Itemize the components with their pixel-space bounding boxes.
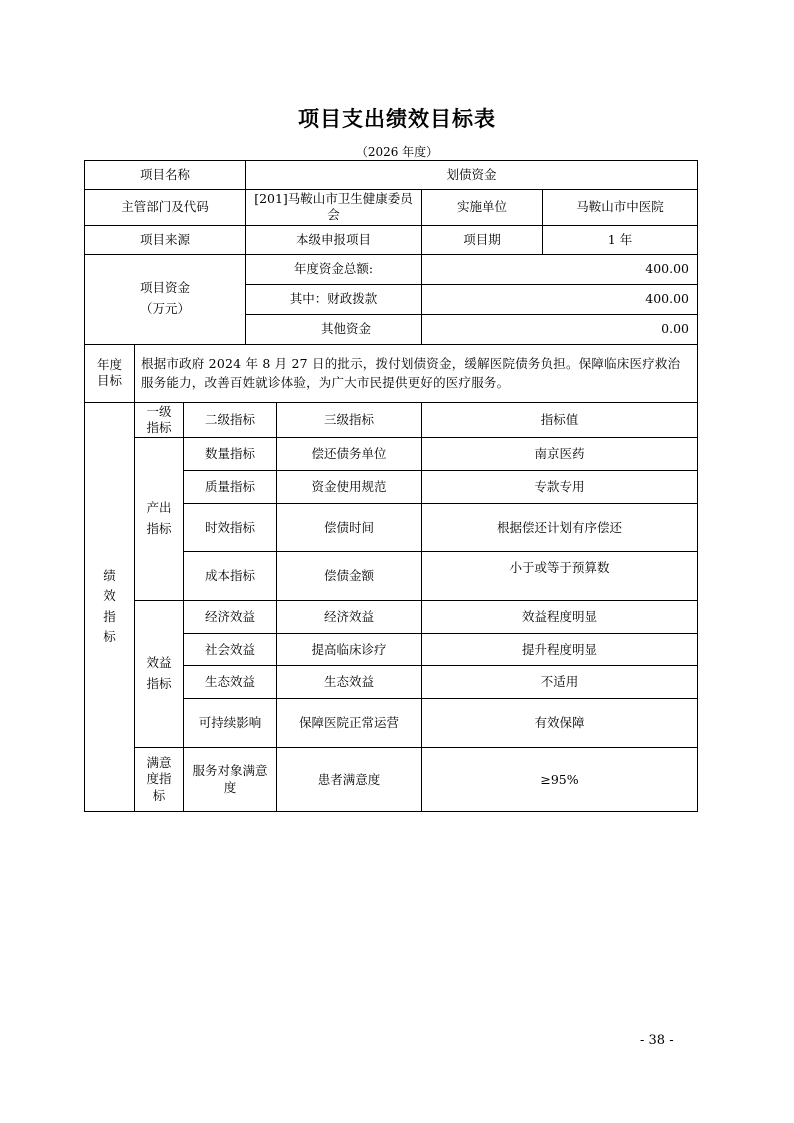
level3-cell: 资金使用规范 [277,471,422,504]
period-label: 项目期 [422,225,543,254]
benefit-indicator-label: 效益 指标 [135,601,184,748]
level3-cell: 患者满意度 [277,748,422,812]
project-name-value: 划债资金 [246,161,698,190]
level3-cell: 保障医院正常运营 [277,699,422,748]
annual-total-label: 年度资金总额: [246,254,422,284]
funds-label: 项目资金 （万元） [85,254,246,344]
fiscal-value: 400.00 [422,284,698,314]
indicator-value-cell: 小于或等于预算数 [422,552,698,601]
level2-cell: 可持续影响 [184,699,277,748]
table-row [85,601,698,634]
annual-goal-label: 年度 目标 [85,344,135,402]
project-name-label: 项目名称 [85,161,246,190]
row-department [85,190,698,226]
satisfaction-indicator-label: 满意 度指 标 [135,748,184,812]
level3-cell: 偿债金额 [277,552,422,601]
implementer-value: 马鞍山市中医院 [543,190,698,226]
level2-cell: 质量指标 [184,471,277,504]
table-row [85,438,698,471]
row-annual-goal [85,344,698,402]
level2-cell: 数量指标 [184,438,277,471]
level2-cell: 成本指标 [184,552,277,601]
level2-cell: 经济效益 [184,601,277,634]
indicator-value-cell: 提升程度明显 [422,634,698,666]
performance-label: 绩 效 指 标 [85,402,135,812]
performance-target-table [84,160,698,812]
source-label: 项目来源 [85,225,246,254]
indicator-value-cell: 根据偿还计划有序偿还 [422,504,698,552]
period-value: 1 年 [543,225,698,254]
level1-header: 一级 指标 [135,402,184,438]
level2-cell: 社会效益 [184,634,277,666]
level3-cell: 经济效益 [277,601,422,634]
level2-cell: 时效指标 [184,504,277,552]
level3-cell: 偿债时间 [277,504,422,552]
annual-goal-text: 根据市政府 2024 年 8 月 27 日的批示，拨付划债资金，缓解医院债务负担。保障临床医疗救治服务能力，改善百姓就诊体验，为广大市民提供更好的医疗服务。 [135,344,698,402]
document-title: 项目支出绩效目标表 [298,107,496,131]
level3-cell: 提高临床诊疗 [277,634,422,666]
document-year: （2026 年度） [355,145,439,159]
indicator-value-header: 指标值 [422,402,698,438]
indicator-value-cell: 有效保障 [422,699,698,748]
level2-cell: 服务对象满意度 [184,748,277,812]
row-source [85,225,698,254]
page-number: - 38 - [640,1033,674,1048]
annual-total-value: 400.00 [422,254,698,284]
department-value: [201]马鞍山市卫生健康委员会 [246,190,422,226]
row-annual-total [85,254,698,284]
other-funds-value: 0.00 [422,314,698,344]
indicator-value-cell: 不适用 [422,666,698,699]
row-indicator-header [85,402,698,438]
level3-cell: 生态效益 [277,666,422,699]
table-row [85,748,698,812]
fiscal-label: 其中：财政拨款 [246,284,422,314]
department-label: 主管部门及代码 [85,190,246,226]
indicator-value-cell: 效益程度明显 [422,601,698,634]
indicator-value-cell: 南京医药 [422,438,698,471]
source-value: 本级申报项目 [246,225,422,254]
output-indicator-label: 产出 指标 [135,438,184,601]
level2-header: 二级指标 [184,402,277,438]
row-project-name [85,161,698,190]
implementer-label: 实施单位 [422,190,543,226]
level2-cell: 生态效益 [184,666,277,699]
level3-header: 三级指标 [277,402,422,438]
other-funds-label: 其他资金 [246,314,422,344]
indicator-value-cell: ≥95% [422,748,698,812]
indicator-value-cell: 专款专用 [422,471,698,504]
level3-cell: 偿还债务单位 [277,438,422,471]
